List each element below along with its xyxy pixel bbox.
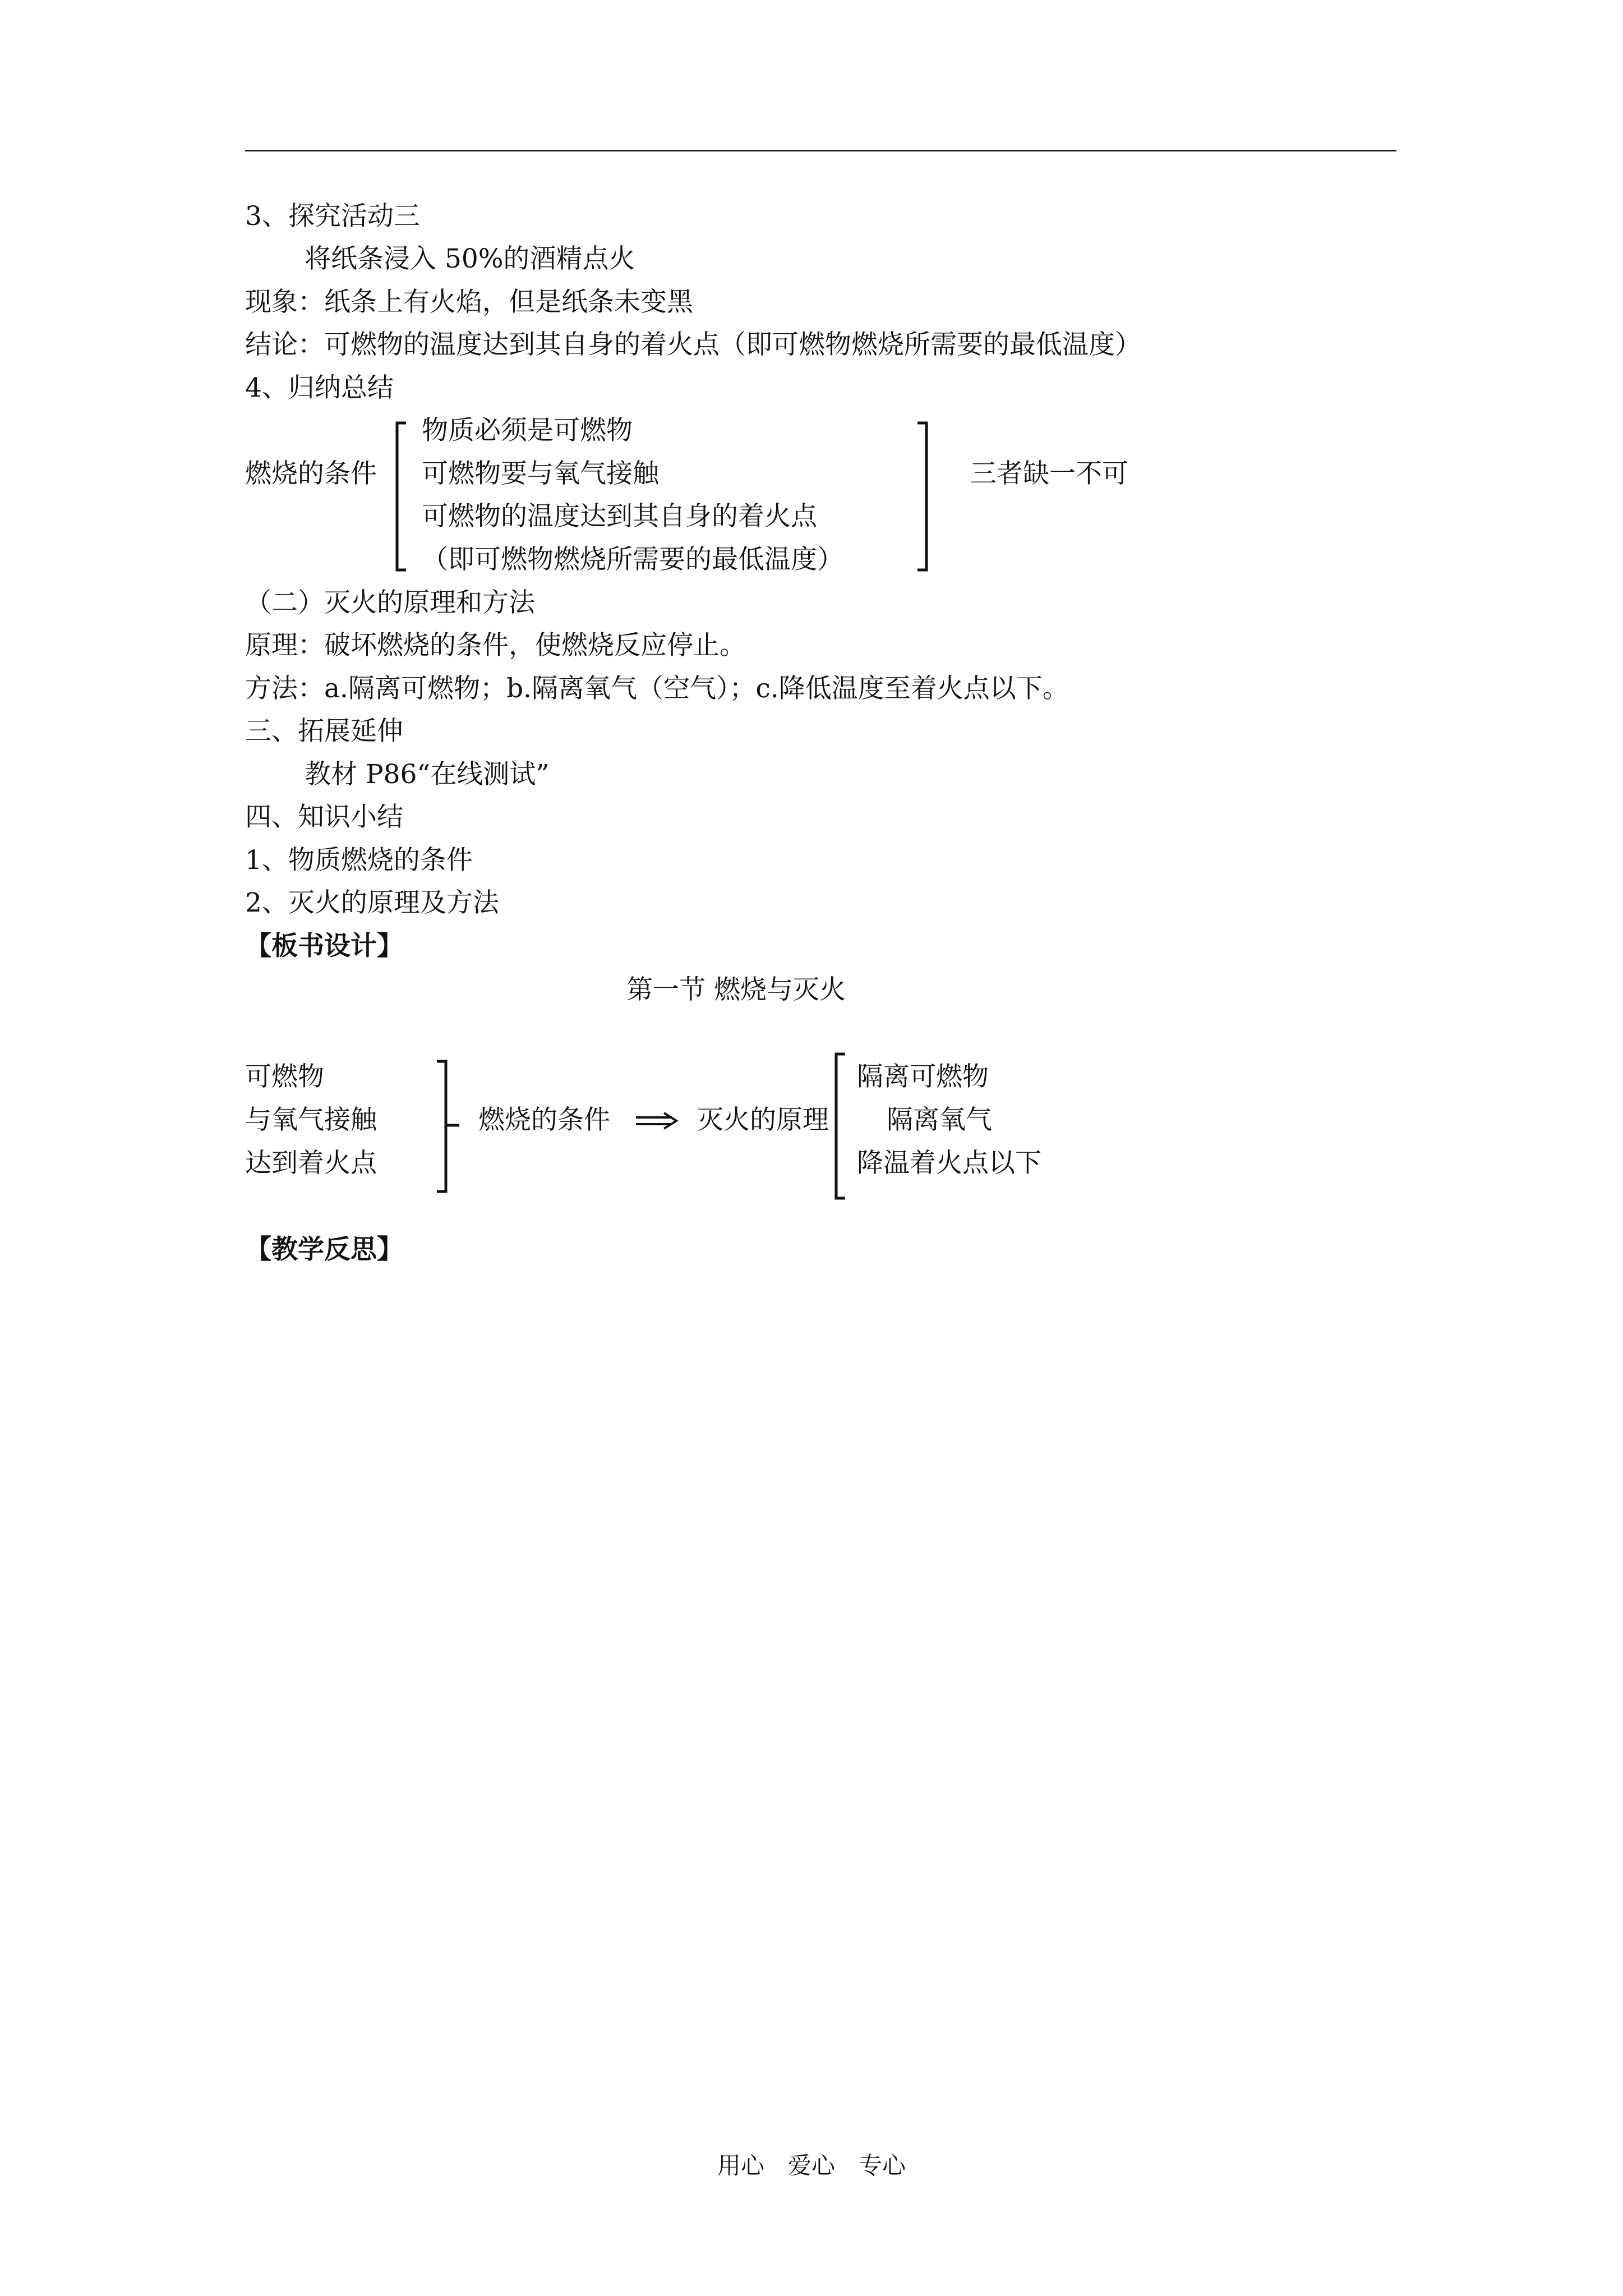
board-heading: 【板书设计】 [245, 931, 403, 961]
header-rule [245, 150, 1396, 151]
condition-item: 可燃物的温度达到其自身的着火点 [422, 501, 817, 532]
condition-item: 物质必须是可燃物 [422, 415, 633, 446]
conditions-summary: 三者缺一不可 [970, 458, 1128, 489]
page-footer: 用心 爱心 专心 [717, 2152, 906, 2179]
condition-item: （即可燃物燃烧所需要的最低温度） [422, 544, 843, 575]
section3-title: 3、探究活动三 [245, 201, 420, 232]
section4-title: 4、归纳总结 [245, 372, 394, 403]
board-right-item: 降温着火点以下 [857, 1148, 1041, 1179]
condition-item: 可燃物要与氧气接触 [422, 458, 659, 489]
left-bracket [393, 421, 409, 572]
section3-step: 将纸条浸入 50%的酒精点火 [305, 243, 635, 274]
section3-phenomenon: 现象：纸条上有火焰，但是纸条未变黑 [245, 287, 693, 318]
summary-item: 2、灭火的原理及方法 [245, 887, 499, 918]
extinguish-title: （二）灭火的原理和方法 [245, 587, 535, 618]
reflection-heading: 【教学反思】 [245, 1234, 403, 1265]
board-left-item: 可燃物 [245, 1061, 324, 1092]
right-bracket [914, 421, 931, 572]
board-left-item: 与氧气接触 [245, 1105, 377, 1135]
double-arrow-icon [635, 1111, 679, 1133]
extension-content: 教材 P86“在线测试” [305, 759, 550, 790]
board-title: 第一节 燃烧与灭火 [626, 974, 846, 1005]
board-right-bracket [832, 1052, 849, 1200]
board-right-label: 灭火的原理 [697, 1105, 829, 1135]
board-left-bracket [435, 1059, 463, 1194]
extinguish-methods: 方法：a.隔离可燃物；b.隔离氧气（空气）；c.降低温度至着火点以下。 [245, 673, 1069, 704]
section3-conclusion: 结论：可燃物的温度达到其自身的着火点（即可燃物燃烧所需要的最低温度） [245, 329, 1141, 360]
board-middle: 燃烧的条件 [478, 1105, 610, 1135]
extinguish-principle: 原理：破坏燃烧的条件，使燃烧反应停止。 [245, 630, 746, 661]
board-left-item: 达到着火点 [245, 1148, 377, 1179]
summary-title: 四、知识小结 [245, 802, 403, 832]
board-right-item: 隔离氧气 [887, 1105, 992, 1135]
board-right-item: 隔离可燃物 [857, 1061, 989, 1092]
summary-item: 1、物质燃烧的条件 [245, 845, 473, 876]
condition-label: 燃烧的条件 [245, 458, 377, 489]
extension-title: 三、拓展延伸 [245, 716, 403, 747]
